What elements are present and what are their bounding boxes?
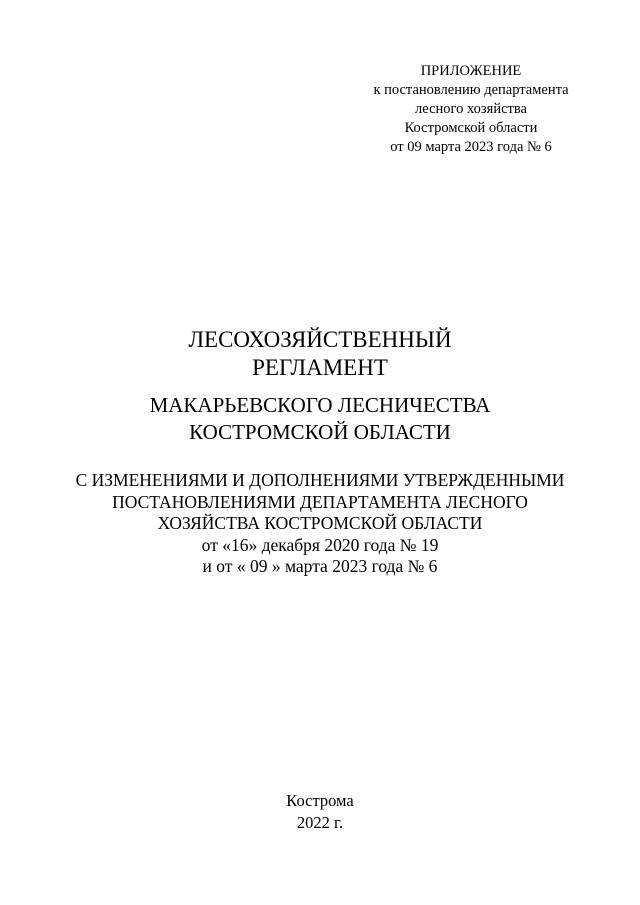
appendix-date: от 09 марта 2023 года № 6 — [390, 139, 552, 155]
amendments-block — [0, 470, 640, 578]
appendix-line: Костромской области — [404, 120, 538, 136]
footer-city: Кострома — [286, 791, 354, 810]
amendments-line: ХОЗЯЙСТВА КОСТРОМСКОЙ ОБЛАСТИ — [157, 513, 483, 533]
amendments-date: и от « 09 » марта 2023 года № 6 — [202, 556, 438, 576]
document-title — [0, 326, 640, 382]
amendments-line: ПОСТАНОВЛЕНИЯМИ ДЕПАРТАМЕНТА ЛЕСНОГО — [112, 491, 528, 512]
document-subtitle — [0, 392, 640, 446]
document-footer — [0, 790, 640, 834]
amendments-line: С ИЗМЕНЕНИЯМИ И ДОПОЛНЕНИЯМИ УТВЕРЖДЕННЫМИ — [75, 470, 565, 490]
amendments-date: от «16» декабря 2020 года № 19 — [201, 534, 439, 555]
appendix-line: к постановлению департамента — [373, 82, 569, 98]
title-line: РЕГЛАМЕНТ — [252, 355, 388, 380]
title-line: ЛЕСОХОЗЯЙСТВЕННЫЙ — [188, 327, 452, 352]
appendix-line: лесного хозяйства — [415, 101, 527, 117]
appendix-block — [350, 62, 592, 157]
appendix-heading: ПРИЛОЖЕНИЕ — [420, 63, 522, 79]
footer-year: 2022 г. — [296, 813, 344, 832]
subtitle-line: МАКАРЬЕВСКОГО ЛЕСНИЧЕСТВА — [149, 393, 491, 417]
subtitle-line: КОСТРОМСКОЙ ОБЛАСТИ — [189, 420, 451, 444]
